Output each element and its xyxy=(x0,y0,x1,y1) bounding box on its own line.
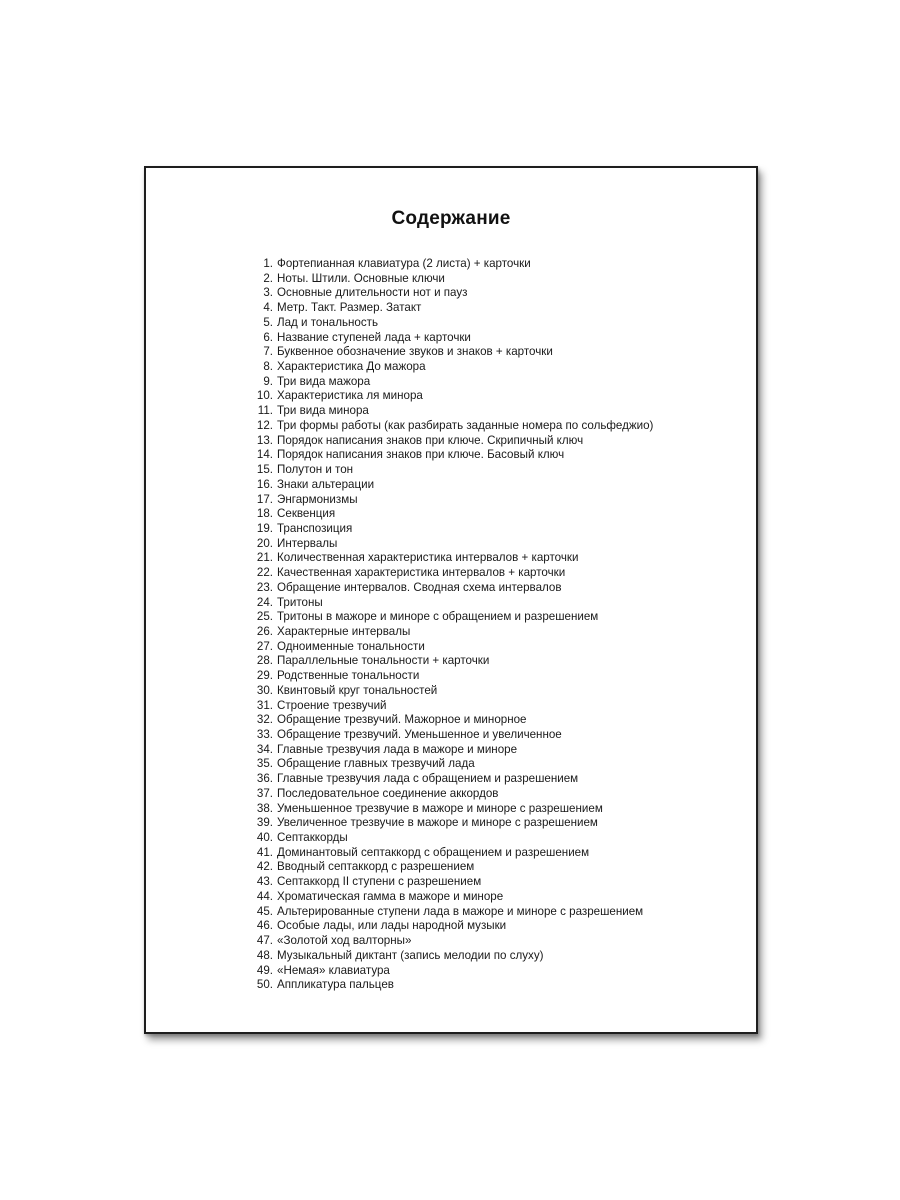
item-number: 43. xyxy=(256,875,273,889)
item-text: Музыкальный диктант (запись мелодии по слуху) xyxy=(277,948,544,962)
item-number: 45. xyxy=(256,904,273,918)
item-number: 2. xyxy=(263,271,273,285)
list-item xyxy=(250,860,653,875)
item-number: 50. xyxy=(256,978,273,992)
list-item xyxy=(250,934,653,949)
item-number: 23. xyxy=(256,580,273,594)
item-number: 34. xyxy=(256,742,273,756)
item-text: Уменьшенное трезвучие в мажоре и миноре с разрешением xyxy=(277,801,603,815)
item-number: 3. xyxy=(263,286,273,300)
item-number: 36. xyxy=(256,772,273,786)
list-item xyxy=(250,640,653,655)
list-item xyxy=(250,404,653,419)
list-item xyxy=(250,419,653,434)
item-number: 17. xyxy=(256,492,273,506)
item-number: 10. xyxy=(256,389,273,403)
list-item xyxy=(250,743,653,758)
item-text: Секвенция xyxy=(277,507,336,521)
list-item xyxy=(250,728,653,743)
item-number: 32. xyxy=(256,713,273,727)
list-item xyxy=(250,566,653,581)
item-number: 38. xyxy=(256,801,273,815)
item-text: Количественная характеристика интервалов + карточки xyxy=(277,551,579,565)
item-number: 44. xyxy=(256,889,273,903)
list-item xyxy=(250,787,653,802)
item-text: Название ступеней лада + карточки xyxy=(277,330,471,344)
list-item xyxy=(250,905,653,920)
list-item xyxy=(250,846,653,861)
item-number: 33. xyxy=(256,728,273,741)
list-item xyxy=(250,654,653,669)
item-number: 28. xyxy=(256,654,273,668)
item-text: Тритоны в мажоре и миноре с обращением и разрешением xyxy=(277,610,599,624)
item-text: Квинтовый круг тональностей xyxy=(277,683,438,697)
item-text: Хроматическая гамма в мажоре и миноре xyxy=(277,889,504,903)
item-number: 15. xyxy=(256,463,273,477)
item-number: 39. xyxy=(256,816,273,830)
item-text: Септаккорд II ступени с разрешением xyxy=(277,875,482,889)
list-item xyxy=(250,301,653,316)
item-number: 5. xyxy=(263,315,273,329)
item-text: Доминантовый септаккорд с обращением и разрешением xyxy=(277,845,590,859)
table-of-contents xyxy=(250,257,653,993)
list-item xyxy=(250,463,653,478)
item-number: 47. xyxy=(256,934,273,948)
list-item xyxy=(250,522,653,537)
item-text: Характеристика До мажора xyxy=(277,360,426,374)
item-number: 30. xyxy=(256,683,273,697)
item-text: Одноименные тональности xyxy=(277,639,425,653)
item-number: 20. xyxy=(256,536,273,550)
list-item xyxy=(250,596,653,611)
item-text: Интервалы xyxy=(277,536,338,550)
item-text: Параллельные тональности + карточки xyxy=(277,654,490,668)
item-text: Буквенное обозначение звуков и знаков + карточки xyxy=(277,345,553,359)
list-item xyxy=(250,257,653,272)
list-item xyxy=(250,964,653,979)
item-text: Главные трезвучия лада в мажоре и миноре xyxy=(277,742,518,756)
item-text: Фортепианная клавиатура (2 листа) + карточки xyxy=(277,257,531,270)
item-text: Обращение трезвучий. Уменьшенное и увеличенное xyxy=(277,728,562,741)
list-item xyxy=(250,389,653,404)
list-item xyxy=(250,699,653,714)
item-text: Обращение главных трезвучий лада xyxy=(277,757,475,771)
document-page xyxy=(144,166,758,1034)
list-item xyxy=(250,286,653,301)
item-text: Главные трезвучия лада с обращением и разрешением xyxy=(277,772,579,786)
list-item xyxy=(250,816,653,831)
item-number: 26. xyxy=(256,624,273,638)
list-item xyxy=(250,802,653,817)
item-text: Полутон и тон xyxy=(277,463,354,477)
item-text: Обращение интервалов. Сводная схема интервалов xyxy=(277,580,562,594)
item-number: 46. xyxy=(256,919,273,933)
item-number: 37. xyxy=(256,786,273,800)
item-number: 24. xyxy=(256,595,273,609)
item-text: Аппликатура пальцев xyxy=(277,978,394,992)
item-text: Тритоны xyxy=(277,595,323,609)
list-item xyxy=(250,360,653,375)
item-text: Последовательное соединение аккордов xyxy=(277,786,499,800)
item-number: 41. xyxy=(256,845,273,859)
item-number: 6. xyxy=(263,330,273,344)
item-text: Три формы работы (как разбирать заданные номера по сольфеджио) xyxy=(277,418,654,432)
list-item xyxy=(250,684,653,699)
item-text: Характерные интервалы xyxy=(277,624,411,638)
item-text: Септаккорды xyxy=(277,831,348,845)
list-item xyxy=(250,448,653,463)
list-item xyxy=(250,537,653,552)
item-number: 22. xyxy=(256,566,273,580)
list-item xyxy=(250,949,653,964)
item-number: 40. xyxy=(256,831,273,845)
item-number: 21. xyxy=(256,551,273,565)
list-item xyxy=(250,890,653,905)
page-title: Содержание xyxy=(391,208,511,229)
item-number: 13. xyxy=(256,433,273,447)
item-text: Увеличенное трезвучие в мажоре и миноре с разрешением xyxy=(277,816,598,830)
list-item xyxy=(250,272,653,287)
item-text: Три вида мажора xyxy=(277,374,371,388)
list-item xyxy=(250,551,653,566)
list-item xyxy=(250,610,653,625)
list-item xyxy=(250,669,653,684)
item-number: 4. xyxy=(263,301,273,315)
item-number: 27. xyxy=(256,639,273,653)
item-text: Знаки альтерации xyxy=(277,477,375,491)
item-text: Качественная характеристика интервалов + карточки xyxy=(277,566,566,580)
list-item xyxy=(250,478,653,493)
list-item xyxy=(250,757,653,772)
item-text: «Немая» клавиатура xyxy=(277,963,390,977)
item-number: 42. xyxy=(256,860,273,874)
item-number: 14. xyxy=(256,448,273,462)
list-item xyxy=(250,507,653,522)
item-number: 25. xyxy=(256,610,273,624)
list-item xyxy=(250,919,653,934)
item-text: Три вида минора xyxy=(277,404,369,418)
item-number: 12. xyxy=(256,418,273,432)
item-number: 48. xyxy=(256,948,273,962)
item-number: 8. xyxy=(263,360,273,374)
item-text: Особые лады, или лады народной музыки xyxy=(277,919,507,933)
list-item xyxy=(250,875,653,890)
list-item xyxy=(250,375,653,390)
list-item xyxy=(250,581,653,596)
item-text: Транспозиция xyxy=(277,521,353,535)
item-number: 18. xyxy=(256,507,273,521)
item-text: Вводный септаккорд с разрешением xyxy=(277,860,475,874)
item-number: 29. xyxy=(256,669,273,683)
item-text: Родственные тональности xyxy=(277,669,420,683)
list-item xyxy=(250,345,653,360)
list-item xyxy=(250,331,653,346)
list-item xyxy=(250,625,653,640)
item-number: 19. xyxy=(256,521,273,535)
item-text: Ноты. Штили. Основные ключи xyxy=(277,271,445,285)
list-item xyxy=(250,493,653,508)
item-text: Альтерированные ступени лада в мажоре и миноре с разрешением xyxy=(277,904,644,918)
item-text: «Золотой ход валторны» xyxy=(277,934,412,948)
item-number: 35. xyxy=(256,757,273,771)
item-text: Энгармонизмы xyxy=(277,492,358,506)
item-number: 16. xyxy=(256,477,273,491)
item-number: 49. xyxy=(256,963,273,977)
item-number: 31. xyxy=(256,698,273,712)
list-item xyxy=(250,434,653,449)
list-item xyxy=(250,772,653,787)
item-text: Основные длительности нот и пауз xyxy=(277,286,468,300)
list-item xyxy=(250,316,653,331)
item-text: Метр. Такт. Размер. Затакт xyxy=(277,301,422,315)
item-number: 7. xyxy=(263,345,273,359)
list-item xyxy=(250,831,653,846)
item-text: Обращение трезвучий. Мажорное и минорное xyxy=(277,713,527,727)
list-item xyxy=(250,713,653,728)
item-text: Порядок написания знаков при ключе. Скрипичный ключ xyxy=(277,433,584,447)
item-number: 11. xyxy=(257,404,273,418)
item-text: Порядок написания знаков при ключе. Басовый ключ xyxy=(277,448,565,462)
item-text: Характеристика ля минора xyxy=(277,389,423,403)
list-item xyxy=(250,978,653,993)
item-text: Лад и тональность xyxy=(277,315,379,329)
item-text: Строение трезвучий xyxy=(277,698,387,712)
item-number: 1. xyxy=(263,257,273,270)
item-number: 9. xyxy=(263,374,273,388)
